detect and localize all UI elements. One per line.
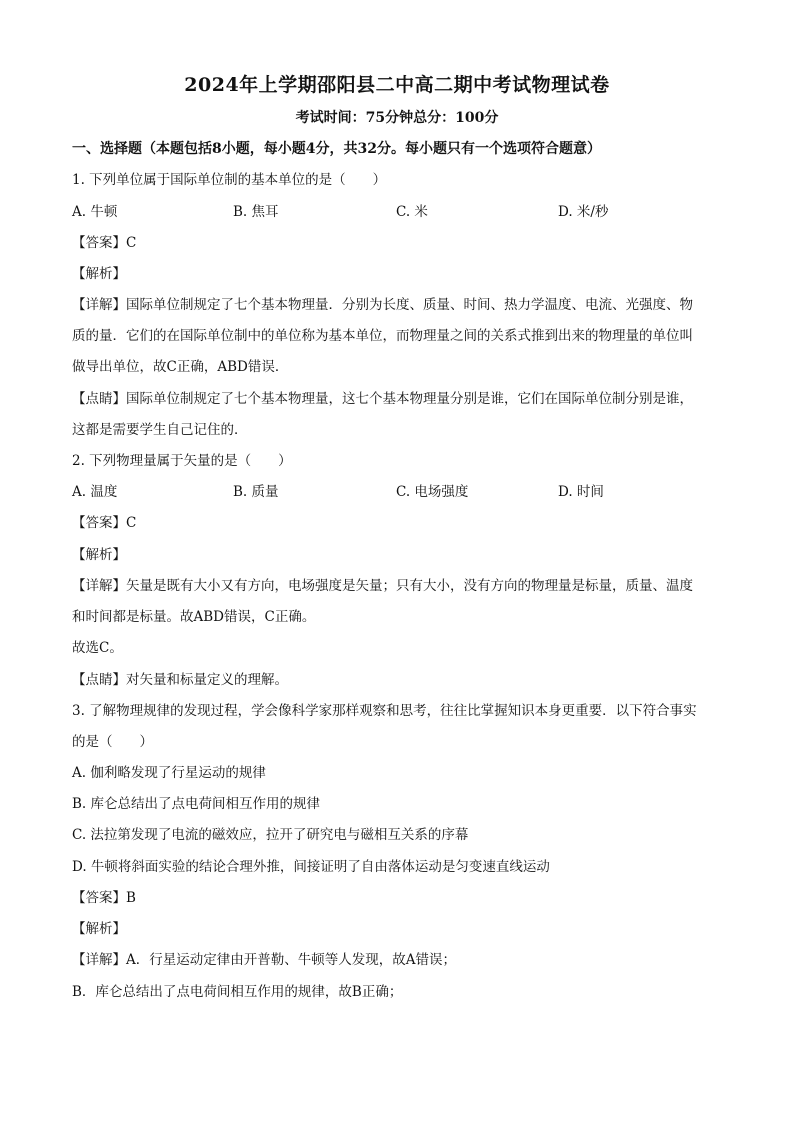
page-title: 2024年上学期邵阳县二中高二期中考试物理试卷 bbox=[184, 74, 610, 96]
q2-option-d: D. 时间 bbox=[558, 484, 604, 500]
q2-detail-line-2: 和时间都是标量。故ABD错误，C正确。 bbox=[72, 609, 316, 625]
q3-option-c: C. 法拉第发现了电流的磁效应，拉开了研究电与磁相互关系的序幕 bbox=[72, 827, 469, 843]
q1-option-b: B. 焦耳 bbox=[233, 204, 279, 220]
question-1-stem: 1. 下列单位属于国际单位制的基本单位的是（ ） bbox=[72, 172, 387, 188]
q1-option-c: C. 米 bbox=[396, 204, 428, 220]
q2-answer: 【答案】C bbox=[72, 515, 137, 531]
question-3-stem-line-1: 3. 了解物理规律的发现过程，学会像科学家那样观察和思考，往往比掌握知识本身更重要．以下符合事实 bbox=[72, 703, 697, 719]
q3-analysis-label: 【解析】 bbox=[72, 921, 126, 937]
q1-detail-line-3: 做导出单位，故C正确，ABD错误． bbox=[72, 359, 289, 375]
q2-choice: 故选C。 bbox=[72, 640, 123, 656]
q2-option-a: A. 温度 bbox=[72, 484, 118, 500]
q3-detail-line-2: B．库仑总结出了点电荷间相互作用的规律，故B正确； bbox=[72, 984, 403, 1000]
q1-answer: 【答案】C bbox=[72, 235, 137, 251]
q1-detail-line-2: 质的量．它们的在国际单位制中的单位称为基本单位，而物理量之间的关系式推到出来的物理量的单位叫 bbox=[72, 328, 693, 344]
question-2-stem: 2. 下列物理量属于矢量的是（ ） bbox=[72, 453, 292, 469]
q3-option-b: B. 库仑总结出了点电荷间相互作用的规律 bbox=[72, 796, 321, 812]
q2-option-b: B. 质量 bbox=[233, 484, 279, 500]
q1-analysis-label: 【解析】 bbox=[72, 266, 126, 282]
q2-comment: 【点睛】对矢量和标量定义的理解。 bbox=[72, 672, 288, 688]
exam-info: 考试时间：75分钟总分：100分 bbox=[295, 110, 499, 126]
question-3-stem-line-2: 的是（ ） bbox=[72, 734, 153, 750]
q2-detail-line-1: 【详解】矢量是既有大小又有方向，电场强度是矢量；只有大小，没有方向的物理量是标量，质量、温度 bbox=[72, 578, 693, 594]
q2-option-c: C. 电场强度 bbox=[396, 484, 469, 500]
q3-detail-line-1: 【详解】A．行星运动定律由开普勒、牛顿等人发现，故A错误； bbox=[72, 952, 456, 968]
q1-option-d: D. 米/秒 bbox=[558, 204, 609, 220]
q1-comment-line-2: 这都是需要学生自己记住的． bbox=[72, 422, 248, 438]
q3-option-a: A. 伽利略发现了行星运动的规律 bbox=[72, 765, 266, 781]
section-heading: 一、选择题（本题包括8小题，每小题4分，共32分。每小题只有一个选项符合题意） bbox=[72, 141, 601, 157]
q1-option-a: A. 牛顿 bbox=[72, 204, 118, 220]
q1-detail-line-1: 【详解】国际单位制规定了七个基本物理量．分别为长度、质量、时间、热力学温度、电流、光强度、物 bbox=[72, 297, 693, 313]
q3-answer: 【答案】B bbox=[72, 890, 136, 906]
q3-option-d: D. 牛顿将斜面实验的结论合理外推，间接证明了自由落体运动是匀变速直线运动 bbox=[72, 859, 550, 875]
q1-comment-line-1: 【点睛】国际单位制规定了七个基本物理量，这七个基本物理量分别是谁，它们在国际单位制分别是谁， bbox=[72, 391, 693, 407]
q2-analysis-label: 【解析】 bbox=[72, 547, 126, 563]
